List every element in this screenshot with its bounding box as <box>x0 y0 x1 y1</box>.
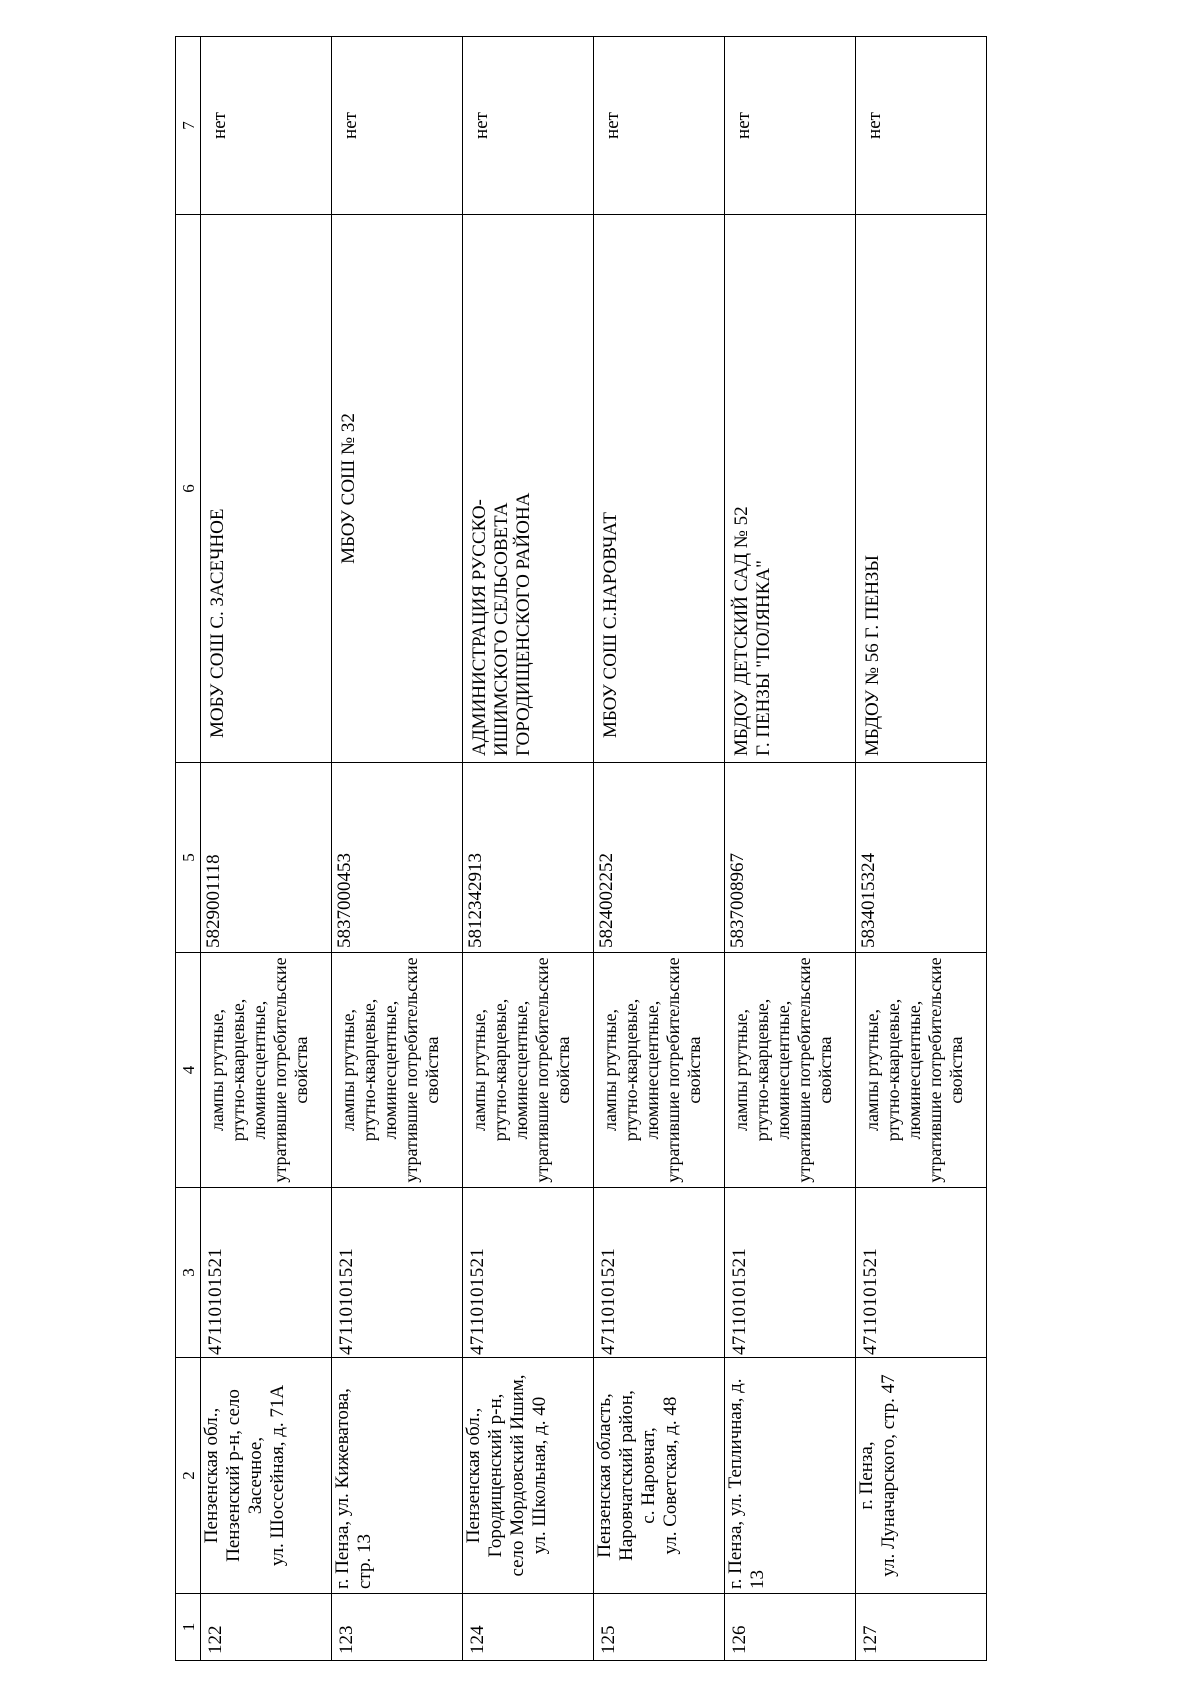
rotated-page <box>175 37 987 1661</box>
table-row <box>594 37 725 1661</box>
inn-cell: 5837000453 <box>332 763 463 953</box>
header-cell-2: 2 <box>176 1358 201 1594</box>
code-cell: 47110101521 <box>201 1188 332 1358</box>
code-cell: 47110101521 <box>463 1188 594 1358</box>
row-number: 126 <box>725 1594 856 1661</box>
row-number: 122 <box>201 1594 332 1661</box>
organization-cell: МБДОУ № 56 Г. ПЕНЗЫ <box>856 215 987 763</box>
header-cell-6: 6 <box>176 215 201 763</box>
inn-cell: 5837008967 <box>725 763 856 953</box>
inn-cell: 5829001118 <box>201 763 332 953</box>
header-cell-1: 1 <box>176 1594 201 1661</box>
waste-type-cell: лампы ртутные, ртутно-кварцевые, люминесцентные, утратившие потребительские свойства <box>463 953 594 1188</box>
address-cell: Пензенская обл., Пензенский р-н, село Засечное, ул. Шоссейная, д. 71А <box>201 1358 332 1594</box>
row-number: 127 <box>856 1594 987 1661</box>
flag-cell: нет <box>594 37 725 215</box>
address-cell: Пензенская обл., Городищенский р-н, село Мордовский Ишим, ул. Школьная, д. 40 <box>463 1358 594 1594</box>
code-cell: 47110101521 <box>594 1188 725 1358</box>
row-number: 125 <box>594 1594 725 1661</box>
flag-cell: нет <box>201 37 332 215</box>
inn-cell: 5834015324 <box>856 763 987 953</box>
address-cell: г. Пенза, ул. Кижеватова, стр. 13 <box>332 1358 463 1594</box>
table-row <box>725 37 856 1661</box>
row-number: 124 <box>463 1594 594 1661</box>
table-row <box>332 37 463 1661</box>
flag-cell: нет <box>856 37 987 215</box>
flag-cell: нет <box>463 37 594 215</box>
code-cell: 47110101521 <box>856 1188 987 1358</box>
waste-registry-table <box>175 36 987 1661</box>
header-cell-7: 7 <box>176 37 201 215</box>
inn-cell: 5812342913 <box>463 763 594 953</box>
row-number: 123 <box>332 1594 463 1661</box>
organization-cell: МБОУ СОШ № 32 <box>332 215 463 763</box>
header-row <box>176 37 201 1661</box>
waste-type-cell: лампы ртутные, ртутно-кварцевые, люминесцентные, утратившие потребительские свойства <box>856 953 987 1188</box>
table-row <box>856 37 987 1661</box>
inn-cell: 5824002252 <box>594 763 725 953</box>
header-cell-3: 3 <box>176 1188 201 1358</box>
flag-cell: нет <box>332 37 463 215</box>
address-cell: г. Пенза, ул. Луначарского, стр. 47 <box>856 1358 987 1594</box>
table-row <box>463 37 594 1661</box>
organization-cell: МОБУ СОШ С. ЗАСЕЧНОЕ <box>201 215 332 763</box>
header-cell-4: 4 <box>176 953 201 1188</box>
waste-type-cell: лампы ртутные, ртутно-кварцевые, люминесцентные, утратившие потребительские свойства <box>725 953 856 1188</box>
address-cell: г. Пенза, ул. Тепличная, д. 13 <box>725 1358 856 1594</box>
code-cell: 47110101521 <box>725 1188 856 1358</box>
table-row <box>201 37 332 1661</box>
waste-type-cell: лампы ртутные, ртутно-кварцевые, люминесцентные, утратившие потребительские свойства <box>201 953 332 1188</box>
organization-cell: МБДОУ ДЕТСКИЙ САД № 52 Г. ПЕНЗЫ "ПОЛЯНКА" <box>725 215 856 763</box>
waste-type-cell: лампы ртутные, ртутно-кварцевые, люминесцентные, утратившие потребительские свойства <box>332 953 463 1188</box>
waste-type-cell: лампы ртутные, ртутно-кварцевые, люминесцентные, утратившие потребительские свойства <box>594 953 725 1188</box>
address-cell: Пензенская область, Наровчатский район, с. Наровчат, ул. Советская, д. 48 <box>594 1358 725 1594</box>
code-cell: 47110101521 <box>332 1188 463 1358</box>
organization-cell: МБОУ СОШ С.НАРОВЧАТ <box>594 215 725 763</box>
organization-cell: АДМИНИСТРАЦИЯ РУССКО- ИШИМСКОГО СЕЛЬСОВЕТА ГОРОДИЩЕНСКОГО РАЙОНА <box>463 215 594 763</box>
header-cell-5: 5 <box>176 763 201 953</box>
flag-cell: нет <box>725 37 856 215</box>
